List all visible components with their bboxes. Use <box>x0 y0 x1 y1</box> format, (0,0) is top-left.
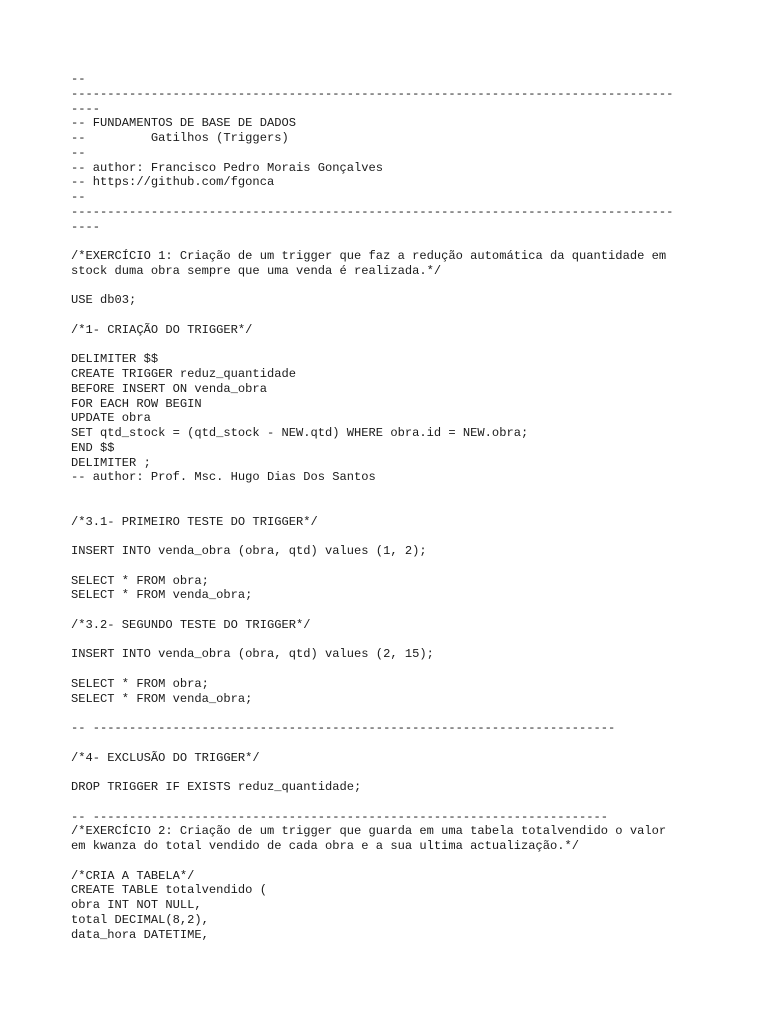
code-line: total DECIMAL(8,2), <box>71 912 209 927</box>
code-line: CREATE TRIGGER reduz_quantidade <box>71 367 296 381</box>
section-comment: /*1- CRIAÇÃO DO TRIGGER*/ <box>71 322 253 337</box>
exercise-2-heading: /*EXERCÍCIO 2: Criação de um trigger que guarda em uma tabela totalvendido o valor <box>71 824 667 839</box>
blank-line <box>71 795 711 810</box>
section-comment: /*3.2- SEGUNDO TESTE DO TRIGGER*/ <box>71 617 311 632</box>
code-line: SET qtd_stock = (qtd_stock - NEW.qtd) WHERE obra.id = NEW.obra; <box>71 426 529 440</box>
blank-line <box>71 706 711 721</box>
code-line: SELECT * FROM obra; <box>71 676 209 691</box>
code-line: DELIMITER ; <box>71 455 151 470</box>
code-line: USE db03; <box>71 293 137 308</box>
blank-line <box>71 854 711 869</box>
sql-script-text <box>71 72 711 942</box>
author-line: -- author: Francisco Pedro Morais Gonçalves <box>71 160 384 175</box>
text-line: -- <box>71 190 86 204</box>
section-comment: /*3.1- PRIMEIRO TESTE DO TRIGGER*/ <box>71 514 318 529</box>
code-line: FOR EACH ROW BEGIN <box>71 396 202 411</box>
exercise-2-heading-cont: em kwanza do total vendido de cada obra e a sua ultima actualização.*/ <box>71 839 580 853</box>
blank-line <box>71 529 711 544</box>
code-line: DROP TRIGGER IF EXISTS reduz_quantidade; <box>71 780 362 794</box>
code-line: CREATE TABLE totalvendido ( <box>71 883 267 898</box>
code-line: SELECT * FROM venda_obra; <box>71 588 253 603</box>
blank-line <box>71 500 711 515</box>
text-line: ---- <box>71 219 101 234</box>
exercise-1-heading-cont: stock duma obra sempre que uma venda é realizada.*/ <box>71 263 442 278</box>
blank-line <box>71 485 711 500</box>
blank-line <box>71 338 711 353</box>
separator-line: -- ------------------------------------------------------------------------ <box>71 721 616 735</box>
code-line: data_hora DATETIME, <box>71 927 209 942</box>
blank-line <box>71 633 711 648</box>
document-title: -- FUNDAMENTOS DE BASE DE DADOS <box>71 116 296 131</box>
document-subtitle: -- Gatilhos (Triggers) <box>71 131 289 145</box>
text-line: -- <box>71 72 86 86</box>
section-comment: /*4- EXCLUSÃO DO TRIGGER*/ <box>71 750 260 765</box>
code-line: SELECT * FROM venda_obra; <box>71 691 253 706</box>
separator-line: ----------------------------------------------------------------------------------- <box>71 204 674 219</box>
blank-line <box>71 234 711 249</box>
github-url-line: -- https://github.com/fgonca <box>71 175 275 190</box>
code-line: INSERT INTO venda_obra (obra, qtd) values (2, 15); <box>71 647 434 662</box>
text-line: -- <box>71 145 86 160</box>
author-line: -- author: Prof. Msc. Hugo Dias Dos Santos <box>71 470 376 485</box>
code-line: BEFORE INSERT ON venda_obra <box>71 381 267 396</box>
code-line: obra INT NOT NULL, <box>71 898 202 912</box>
blank-line <box>71 736 711 751</box>
blank-line <box>71 279 711 294</box>
separator-line: -- ----------------------------------------------------------------------- <box>71 809 609 824</box>
code-line: DELIMITER $$ <box>71 352 159 367</box>
separator-line: ----------------------------------------------------------------------------------- <box>71 86 674 101</box>
blank-line <box>71 559 711 574</box>
code-line: END $$ <box>71 440 115 455</box>
blank-line <box>71 662 711 677</box>
code-line: UPDATE obra <box>71 411 151 426</box>
blank-line <box>71 603 711 618</box>
code-line: SELECT * FROM obra; <box>71 573 209 588</box>
blank-line <box>71 308 711 323</box>
text-line: ---- <box>71 101 101 116</box>
section-comment: /*CRIA A TABELA*/ <box>71 868 195 883</box>
blank-line <box>71 765 711 780</box>
code-line: INSERT INTO venda_obra (obra, qtd) values (1, 2); <box>71 544 427 558</box>
exercise-1-heading: /*EXERCÍCIO 1: Criação de um trigger que faz a redução automática da quantidade em <box>71 249 667 263</box>
